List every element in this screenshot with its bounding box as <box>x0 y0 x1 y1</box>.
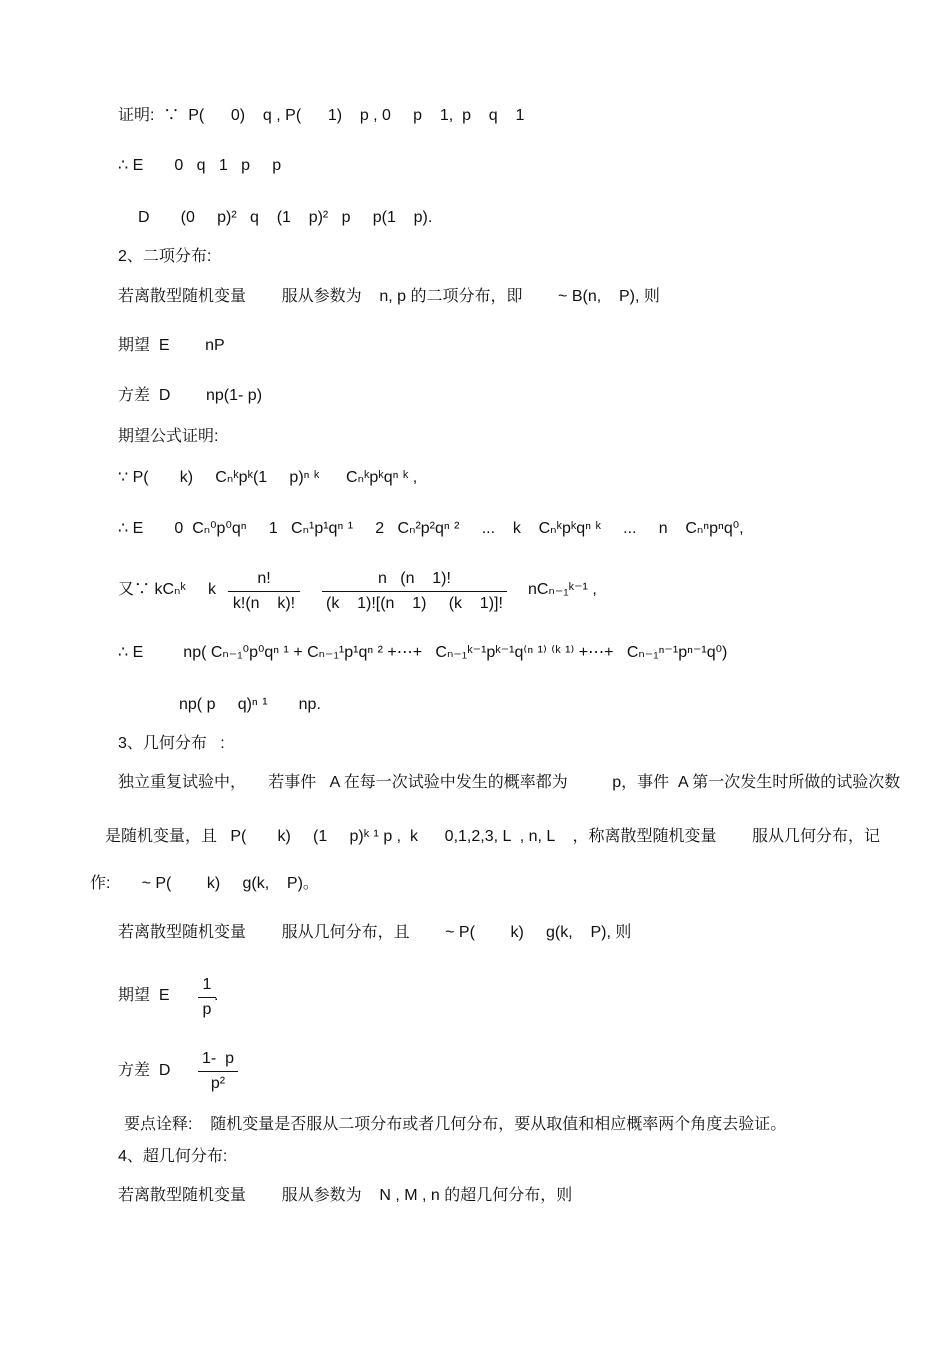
text-line: np( p q)ⁿ ¹ np. <box>179 696 321 713</box>
text-line: ∵ P( k) Cₙᵏpᵏ(1 p)ⁿ ᵏ Cₙᵏpᵏqⁿ ᵏ , <box>118 469 418 486</box>
fraction <box>228 570 300 613</box>
text-line: 期望 E <box>118 987 170 1004</box>
text-line: 期望公式证明: <box>118 428 219 445</box>
text-line: 4、超几何分布: <box>118 1148 228 1165</box>
text-line: 又∵ kCₙᵏ k <box>118 581 217 598</box>
fraction-denominator: p² <box>210 1075 226 1092</box>
text-line: 期望 E nP <box>118 337 225 354</box>
text-line: 若离散型随机变量 服从参数为 N , M , n 的超几何分布，则 <box>118 1187 573 1204</box>
text-line: . <box>214 987 219 1004</box>
text-line: 独立重复试验中， 若事件 A 在每一次试验中发生的概率都为 p，事件 A 第一次发生时所做的试验次数 <box>118 774 901 791</box>
fraction <box>198 1050 238 1093</box>
text-line: nCₙ₋₁ᵏ⁻¹ , <box>528 581 597 598</box>
fraction-denominator: (k 1)![(n 1) (k 1)]! <box>326 595 503 612</box>
fraction <box>322 570 507 613</box>
text-line: 若离散型随机变量 服从几何分布，且 ~ P( k) g(k, P), 则 <box>118 924 632 941</box>
fraction <box>198 976 219 1019</box>
text-line: 方差 D np(1- p) <box>118 387 263 404</box>
text-line: ∴ E 0 Cₙ⁰p⁰qⁿ 1 Cₙ¹p¹qⁿ ¹ 2 Cₙ²p²qⁿ ² ... k Cₙᵏpᵏqⁿ ᵏ ... n Cₙⁿpⁿq⁰, <box>118 520 744 537</box>
text-line: 方差 D <box>118 1062 171 1079</box>
text-line: 证明: ∵ P( 0) q , P( 1) p , 0 p 1, p q 1 <box>118 107 525 124</box>
text-line: 是随机变量，且 P( k) (1 p)ᵏ ¹ p , k 0,1,2,3, L , n, L ，称离散型随机变量 服从几何分布，记 <box>105 828 881 845</box>
text-line: 2、二项分布: <box>118 248 212 265</box>
fraction-numerator: n! <box>257 570 271 587</box>
text-line: 3、几何分布 : <box>118 735 225 752</box>
text-line: ∴ E 0 q 1 p p <box>118 157 282 174</box>
text-line: 若离散型随机变量 服从参数为 n, p 的二项分布，即 ~ B(n, P), 则 <box>118 288 660 305</box>
fraction-denominator: p <box>202 1001 212 1018</box>
text-line: 作: ~ P( k) g(k, P)。 <box>90 875 319 892</box>
text-line: ∴ E np( Cₙ₋₁⁰p⁰qⁿ ¹ + Cₙ₋₁¹p¹qⁿ ² +⋯+ Cₙ₋₁ᵏ⁻¹pᵏ⁻¹q⁽ⁿ ¹⁾ ⁽ᵏ ¹⁾ +⋯+ Cₙ₋₁ⁿ⁻¹pⁿ⁻¹q⁰) <box>118 644 728 661</box>
fraction-numerator: 1- p <box>202 1050 235 1067</box>
text-line: 要点诠释: 随机变量是否服从二项分布或者几何分布，要从取值和相应概率两个角度去验证。 <box>124 1116 787 1133</box>
text-line: D (0 p)² q (1 p)² p p(1 p). <box>138 209 433 226</box>
fraction-numerator: n (n 1)! <box>378 570 451 587</box>
fraction-denominator: k!(n k)! <box>232 595 296 612</box>
fraction-numerator: 1 <box>202 976 212 993</box>
